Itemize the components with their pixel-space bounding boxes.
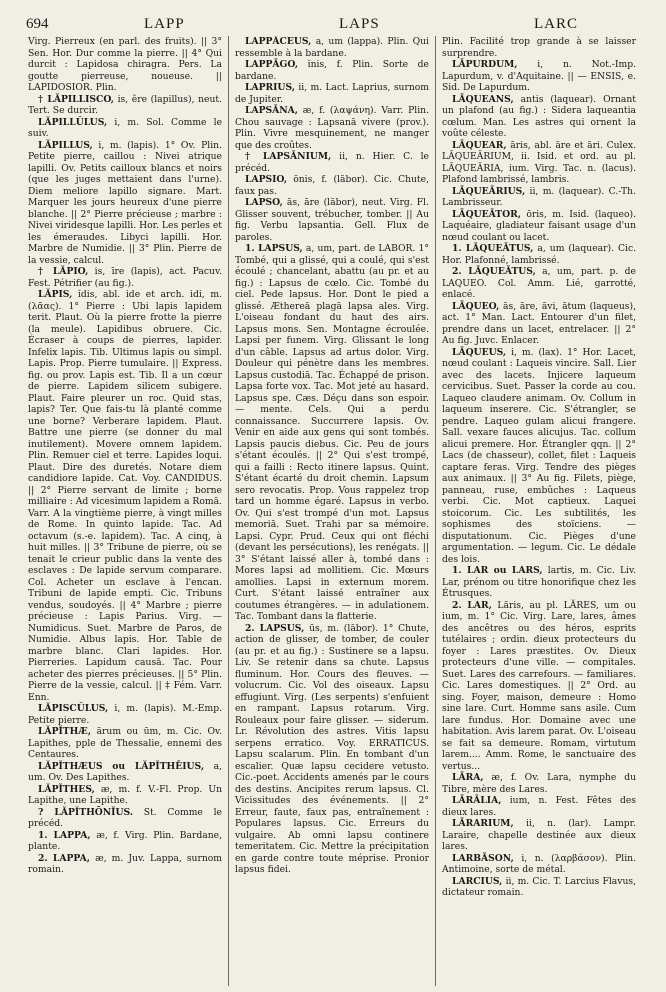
dictionary-entry	[442, 565, 636, 600]
dictionary-entry	[442, 266, 636, 301]
entry-headword: LĂPILLŬLUS,	[38, 116, 108, 128]
dictionary-entry	[442, 772, 636, 795]
entry-headword: LAPSO,	[245, 197, 283, 208]
entry-definition: ūs, m. (lābor). 1° Chute, action de glisser, de tomber, de couler (au pr. et au fig.) : Sustinere se a lapsu. Liv. Se retenir dans sa chute. Lapsus fluminum. Hor. Cours des fleuves. — volucrum. Cic. Vol des oiseaux. Lapsu effugiunt. Virg. (Les serpents) s'enfuient en rampant. Lapsus rotarum. Virg. Rouleaux pour faire glisser. — siderum. Lr. Révolution des astres. Vitis lapsu serpens erratico. Voy. ERRATICUS. Lapsu scalarum. Plin. En tombant d'un escalier. Quæ lapsu cecidere vetusto. Cic.-poet. Accidents amenés par le cours des destins. Ancipites rerum lapsus. Cl. Vicissitudes des événements. || 2° Erreur, faute, faux pas, entraînement : Populares lapsus. Cic. Erreurs du vulgaire. Ab omni lapsu continere temeritatem. Cic. Mettre la précipitation en garde contre toute méprise. Pronior lapsus fidei.	[235, 622, 430, 875]
entry-headword: 1. LAR ou LARS,	[452, 565, 543, 576]
dictionary-entry	[442, 36, 636, 59]
entry-headword: LĀQUEO,	[452, 300, 500, 312]
left-running-head: LAPP	[144, 16, 185, 32]
entry-definition: a, um (lappa). Plin. Qui ressemble à la bardane.	[235, 36, 429, 59]
entry-definition: lartis, m. Cic. Liv. Lar, prénom ou titre honorifique chez les Étrusques.	[442, 565, 637, 599]
entry-definition: ium, n. Fest. Fêtes des dieux lares.	[442, 795, 636, 818]
dictionary-entry	[235, 82, 429, 105]
column-right	[438, 36, 640, 986]
dictionary-entry	[442, 795, 636, 818]
entry-headword: LĀQUEANS,	[452, 93, 514, 105]
entry-definition: i, n. (λαρβάσον). Plin. Antimoine, sorte de métal.	[442, 852, 637, 875]
dictionary-entry	[235, 197, 429, 243]
entry-definition: i, m. Sol. Comme le suiv.	[28, 116, 223, 139]
entry-headword: 1. LAPSUS,	[245, 243, 303, 254]
dictionary-entry	[235, 623, 429, 876]
entry-definition: ii, n. (lar). Lampr. Laraire, chapelle destinée aux dieux lares.	[442, 818, 636, 852]
entry-definition: i, m. (lapis). 1° Ov. Plin. Petite pierre, caillou : Nivei atrique lapilli. Ov. Petits cailloux blancs et noirs (que les juges mettaient dans l'urne). Diem meliore lapillo signare. Mart. Marquer les jours heureux d'une pierre blanche. || 2° Pierre précieuse ; marbre : Nivei viridesque lapilli. Hor. Les perles et les émeraudes. Libyci lapilli. Hor. Marbre de Numidie. || 3° Plin. Pierre de la vessie, calcul.	[28, 139, 222, 266]
entry-headword: † LĂPILLISCO,	[38, 93, 114, 105]
entry-definition: a, um. Ov. Des Lapithes.	[28, 760, 222, 783]
entry-headword: LAPPĀCEUS,	[245, 36, 312, 47]
dictionary-entry	[442, 853, 636, 876]
dictionary-entry	[28, 830, 222, 853]
entry-definition: æ, f. Virg. Plin. Bardane, plante.	[28, 829, 222, 852]
column-divider	[435, 36, 436, 986]
dictionary-entry	[28, 289, 222, 703]
entry-definition: is, īre (lapis), act. Pacuv. Fest. Pétrifier (au fig.).	[28, 266, 222, 289]
entry-definition: ōris, m. Isid. (laqueo). Laquéaire, gladiateur faisant usage d'un nœud coulant ou lacet.	[442, 208, 637, 243]
entry-headword: LAPSIO,	[245, 174, 288, 185]
entry-headword: LĀQUEAR,	[452, 139, 507, 151]
entry-definition: ĭnis, f. Plin. Sorte de bardane.	[235, 59, 429, 82]
dictionary-entry	[235, 174, 429, 197]
entry-definition: æ, f. Ov. Lara, nymphe du Tibre, mère des Lares.	[442, 772, 636, 795]
entry-headword: † LĂPIO,	[38, 266, 89, 277]
entry-headword: LARCIUS,	[452, 875, 503, 887]
dictionary-entry	[235, 243, 429, 623]
entry-headword: 2. LAPPA,	[38, 852, 90, 864]
page-header	[24, 10, 656, 36]
dictionary-entry	[28, 36, 222, 94]
entry-definition: ās, āre (lābor), neut. Virg. Fl. Glisser souvent, trébucher, tomber. || Au fig. Verbu lapsantia. Gell. Flux de paroles.	[235, 197, 429, 243]
dictionary-entry	[442, 140, 636, 186]
entry-definition: antis (laquear). Ornant un plafond (au fig.) : Sidera laqueantia cœlum. Man. Les astres qui ornent la voûte céleste.	[442, 93, 636, 139]
dictionary-entry	[28, 761, 222, 784]
entry-definition: ās, āre, āvi, ātum (laqueus), act. 1° Man. Lact. Entourer d'un filet, prendre dans un lacet, entrelacer. || 2° Au fig. Juvc. Enlacer.	[442, 300, 636, 346]
dictionary-entry	[235, 151, 429, 174]
entry-headword: LĀRĀLIA,	[452, 795, 502, 806]
entry-definition: ii, m. Cic. T. Larcius Flavus, dictateur romain.	[442, 875, 637, 898]
entry-headword: LĂPĬTHÆUS ou LĂPĬTHĒIUS,	[38, 760, 205, 772]
entry-headword: 2. LĀQUEĀTUS,	[452, 266, 536, 277]
entry-headword: LĀRARIUM,	[452, 818, 514, 829]
entry-definition: i, m. (lax). 1° Hor. Lacet, nœud coulant : Laqueis vincire. Sall. Lier avec des lacets. Injicere laqueum cervicibus. Suet. Passer la corde au cou. Laqueo claudere animam. Ov. Collum in laqueum inserere. Cic. S'étrangler, se pendre. Laqueo gulam alicui frangere. Sall. vexare fauces alicujus. Tac. collum alicui premere. Hor. Étrangler qqn. || 2° Lacs (de chasseur), collet, filet : Laqueis captare feras. Virg. Tendre des pièges aux animaux. || 3° Au fig. Filets, piège, panneau, ruse, embûches : Laqueus verbi. Cic. Mot captieux. Laquei stoicorum. Cic. Les subtilités, les sophismes des stoïciens. — disputationum. Cic. Pièges d'une argumentation. — legum. Cic. Le dédale des lois.	[442, 346, 637, 565]
entry-definition: ii, n. Hier. C. le précéd.	[235, 151, 429, 174]
entry-headword: LĂPILLUS,	[38, 139, 93, 151]
entry-definition: æ, f. (λαψάνη). Varr. Plin. Chou sauvage : Lapsanā vivere (prov.). Plin. Vivre mesquinement, ne manger que des croûtes.	[235, 105, 429, 151]
dictionary-entry	[442, 818, 636, 853]
entry-headword: LAPRIUS,	[245, 82, 295, 93]
entry-headword: LĂPĬTHES,	[38, 783, 95, 795]
entry-definition: i, n. Not.-Imp. Lapurdum, v. d'Aquitaine. || — ENSIS, e. Sid. De Lapurdum.	[442, 59, 637, 93]
entry-headword: LAPPĀGO,	[245, 59, 299, 70]
entry-definition: Lăris, au pl. LĂRES, um ou ium, m. 1° Cic. Virg. Lare, lares, âmes des ancêtres ou des héros, esprits tutélaires ; ordin. dieux protecteurs du foyer : Lares præstites. Ov. Dieux protecteurs d'une ville. — compitales. Suet. Lares des carrefours. — familiares. Cic. Lares domestiques. || 2° Ord. au sing. Foyer, maison, demeure : Homo sine lare. Curt. Homme sans asile. Cum lare fundus. Hor. Domaine avec une habitation. Avis larem parat. Ov. L'oiseau se fait sa demeure. Romam, virtutum larem.... Amm. Rome, le sanctuaire des vertus...	[442, 599, 637, 772]
entry-definition: ii, m. (laquear). C.-Th. Lambrisseur.	[442, 185, 637, 208]
entry-headword: † LAPSĀNIUM,	[245, 151, 332, 162]
entry-definition: a, um, part. p. de LAQUEO. Col. Amm. Lié, garrotté, enlacé.	[442, 266, 636, 300]
dictionary-entry	[28, 703, 222, 726]
entry-definition: ii, m. Lact. Laprius, surnom de Jupiter.	[235, 82, 429, 105]
entry-headword: LAPSĀNA,	[245, 105, 298, 116]
dictionary-entry	[28, 117, 222, 140]
entry-definition: æ, m. Juv. Lappa, surnom romain.	[28, 852, 223, 875]
dictionary-entry	[235, 105, 429, 151]
entry-headword: LĂPĬTHÆ,	[38, 726, 92, 737]
text-columns	[24, 36, 656, 986]
dictionary-entry	[442, 301, 636, 347]
entry-definition: i, m. (lapis). M.-Emp. Petite pierre.	[28, 703, 223, 726]
dictionary-entry	[442, 600, 636, 773]
entry-definition: a, um (laquear). Cic. Hor. Plafonné, lambrissé.	[442, 243, 637, 266]
entry-definition: æ, m. f. V.-Fl. Prop. Un Lapithe, une Lapithe.	[28, 783, 223, 806]
dictionary-entry	[28, 726, 222, 761]
dictionary-entry	[235, 59, 429, 82]
entry-headword: LĂPIS,	[38, 289, 73, 300]
dictionary-entry	[28, 853, 222, 876]
dictionary-entry	[28, 784, 222, 807]
entry-definition: Plin. Facilité trop grande à se laisser surprendre.	[442, 36, 636, 59]
entry-headword: LĀQUEĀRIUS,	[452, 185, 526, 197]
entry-headword: LĀRA,	[452, 772, 484, 783]
dictionary-entry	[442, 94, 636, 140]
column-middle	[231, 36, 433, 986]
entry-definition: ōnis, f. (lābor). Cic. Chute, faux pas.	[235, 174, 429, 197]
dictionary-entry	[28, 266, 222, 289]
center-running-head: LAPS	[339, 16, 380, 32]
entry-headword: 1. LĀQUEĀTUS,	[452, 243, 534, 254]
column-left	[24, 36, 226, 986]
dictionary-entry	[28, 94, 222, 117]
entry-definition: St. Comme le précéd.	[28, 806, 222, 829]
entry-headword: LĀPURDUM,	[452, 59, 518, 70]
dictionary-entry	[235, 36, 429, 59]
entry-definition: ĭdis, abl. ide et arch. idi, m. (λᾶας). 1° Pierre : Ubi lapis lapidem terit. Plaut. Où la pierre frotte la pierre (la meule). Lapidibus obruere. Cic. Écraser à coups de pierres, lapider. Infelix lapis. Tib. Ultimus lapis ou simpl. Lapis. Prop. Pierre tumulaire. || Express. fig. ou prov. Lapis est. Tib. Il a un cœur de pierre. Lapidem silicem subigere. Plaut. Faire pleurer un roc. Quid stas, lapis? Ter. Que fais-tu là planté comme une borne? Verberare lapidem. Plaut. Battre une pierre (se donner du mal inutilement). Movere omnem lapidem. Plin. Remuer ciel et terre. Lapides loqui. Plaut. Dire des duretés. Notare diem candidiore lapide. Cat. Voy. CANDIDUS. || 2° Pierre servant de limite ; borne milliaire : Ad vicesimum lapidem a Romā. Varr. A la vingtième pierre, à vingt milles de Rome. In quinto lapide. Tac. Ad octavum (s.-e. lapidem). Tac. A cinq, à huit milles. || 3° Tribune de pierre, où se tenait le crieur public dans la vente des esclaves : De lapide servum comparare. Col. Acheter un esclave à l'encan. Tribuni de lapide empti. Cic. Tribuns vendus, soudoyés. || 4° Marbre ; pierre précieuse : Lapis Parius. Virg. — Numidicus. Suet. Marbre de Paros, de Numidie. Albus lapis. Hor. Table de marbre blanc. Clari lapides. Hor. Pierreries. Lapidum causā. Tac. Pour acheter des pierres précieuses. || 5° Plin. Pierre de la vessie, calcul. || ‡ Fém. Varr. Enn.	[28, 289, 223, 703]
entry-headword: ? LĂPĬTHŌNĬUS.	[38, 806, 133, 818]
entry-headword: LĀQUEUS,	[452, 346, 507, 358]
right-running-head: LARC	[534, 16, 579, 32]
entry-definition: ārum ou ūm, m. Cic. Ov. Lapithes, pple de Thessalie, ennemi des Centaures.	[28, 726, 222, 760]
column-divider	[228, 36, 229, 986]
dictionary-entry	[442, 347, 636, 566]
entry-headword: 1. LAPPA,	[38, 829, 91, 841]
entry-definition: a, um, part. de LABOR. 1° Tombé, qui a glissé, qui a coulé, qui s'est écoulé ; chancelant, abattu (au pr. et au fig.) : Lapsus de cœlo. Cic. Tombé du ciel. Pede lapsus. Hor. Dont le pied a glissé. Æthereā plagā lapsa ales. Virg. L'oiseau fondant du haut des airs. Lapsus mons. Sen. Montagne écroulée. Lapsi per funem. Virg. Glissant le long d'un câble. Lapsus ad artus dolor. Virg. Douleur qui pénètre dans les membres. Lapsus custodiā. Tac. Échappé de prison. Lapsa forte vox. Tac. Mot jeté au hasard. Lapsus spe. Cæs. Déçu dans son espoir. — mente. Cels. Qui a perdu connaissance. Succurrere lapsis. Ov. Venir en aide aux gens qui sont tombés. Lapsis paucis diebus. Cic. Peu de jours s'étant écoulés. || 2° Qui s'est trompé, qui a failli : Recto itinere lapsus. Quint. S'étant écarté du droit chemin. Lapsum sero revocatis. Prop. Vous rappelez trop tard un homme égaré. Lapsus in verbo. Ov. Qui s'est trompé d'un mot. Lapsus memoriā. Suet. Trahi par sa mémoire. Lapsi. Cypr. Prud. Ceux qui ont fléchi (devant les persécutions), les renégats. || 3° S'étant laissé aller à, tombé dans : Mores lapsi ad mollitiem. Cic. Mœurs amollies. Lapsi in externum morem. Curt. S'étant laissé entraîner aux coutumes étrangères. — in adulationem. Tac. Tombant dans la flatterie.	[235, 243, 429, 622]
entry-headword: 2. LAR,	[452, 599, 492, 611]
dictionary-entry	[442, 59, 636, 94]
page-number: 694	[26, 16, 49, 32]
entry-headword: 2. LAPSUS,	[245, 622, 305, 634]
dictionary-entry	[442, 876, 636, 899]
entry-headword: LĂPISCŬLUS,	[38, 703, 109, 714]
entry-definition: Virg. Pierreux (en parl. des fruits). || 3° Sen. Hor. Dur comme la pierre. || 4° Qui durcit : Lapidosa chiragra. Pers. La goutte pierreuse, noueuse. || LAPIDOSIOR. Plin.	[28, 36, 222, 93]
dictionary-entry	[442, 186, 636, 209]
entry-definition: is, ĕre (lapillus), neut. Tert. Se durcir.	[28, 93, 222, 116]
entry-definition: āris, abl. āre et āri. Culex. LĀQUEĀRIUM, ii. Isid. et ord. au pl. LĀQUEĀRIA, ium. Virg. Tac. n. (lacus). Plafond lambrissé, lambris.	[442, 139, 636, 185]
dictionary-entry	[28, 807, 222, 830]
entry-headword: LĀQUEĀTOR,	[452, 208, 521, 220]
dictionary-entry	[28, 140, 222, 267]
dictionary-entry	[442, 243, 636, 266]
dictionary-entry	[442, 209, 636, 244]
entry-headword: LARBĀSON,	[452, 852, 514, 864]
